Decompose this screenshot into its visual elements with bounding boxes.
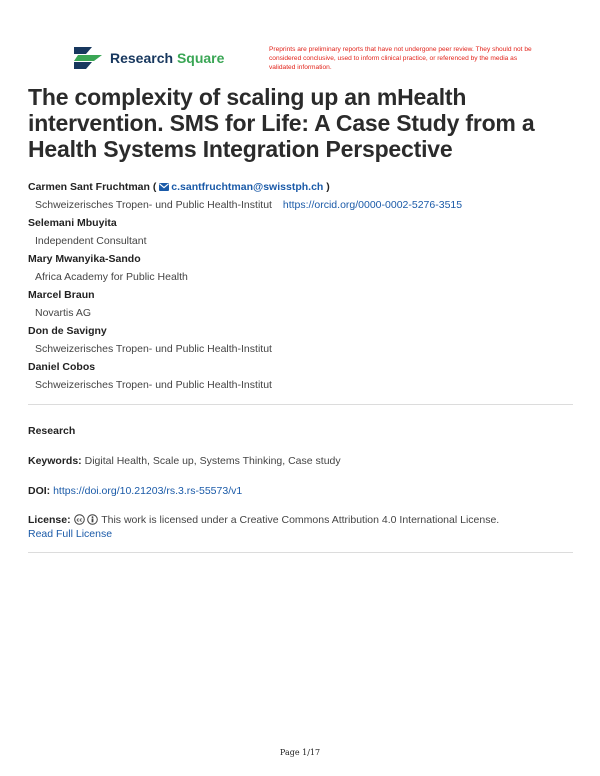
author-affiliation: Novartis AG: [35, 307, 92, 319]
author-name: Mary Mwanyika-Sando: [28, 253, 141, 265]
research-square-logo[interactable]: [74, 47, 224, 69]
page-number: Page 1/17: [279, 748, 321, 757]
author-entry: [28, 324, 578, 356]
orcid-link[interactable]: https://orcid.org/0000-0002-5276-3515: [282, 199, 463, 211]
keywords-label: Keywords:: [28, 455, 82, 467]
author-name: Carmen Sant Fruchtman: [28, 181, 150, 193]
author-list: [28, 180, 578, 396]
keywords-value: Digital Health, Scale up, Systems Thinking, Case study: [84, 455, 341, 467]
logo-text-research: Research: [110, 50, 174, 66]
license-label: License:: [28, 514, 71, 526]
cc-icon: [74, 514, 85, 525]
cc-by-icon: [87, 514, 98, 525]
author-affiliation: Schweizerisches Tropen- und Public Health-Institut: [35, 379, 272, 391]
author-name: Don de Savigny: [28, 325, 107, 337]
author-entry: [28, 216, 578, 248]
doi-link[interactable]: https://doi.org/10.21203/rs.3.rs-55573/v1: [53, 485, 243, 497]
svg-text:cc: cc: [76, 517, 82, 524]
paper-title: The complexity of scaling up an mHealth intervention. SMS for Life: A Case Study from a Health Systems Integration Perspective: [28, 84, 535, 162]
author-affiliation: Schweizerisches Tropen- und Public Health-Institut: [35, 343, 272, 355]
author-name: Marcel Braun: [28, 289, 95, 301]
read-full-license-link[interactable]: Read Full License: [28, 528, 113, 540]
author-name: Selemani Mbuyita: [28, 217, 117, 229]
author-affiliation: Independent Consultant: [35, 235, 147, 247]
article-type: Research: [28, 425, 76, 437]
section-divider: [28, 404, 573, 405]
keywords-line: [28, 454, 341, 468]
author-entry: [28, 288, 578, 320]
logo-text-square: Square: [176, 50, 225, 66]
author-name: Daniel Cobos: [28, 361, 96, 373]
author-affiliation: Africa Academy for Public Health: [35, 271, 188, 283]
doi-label: DOI:: [28, 485, 51, 497]
preprint-notice: Preprints are preliminary reports that have not undergone peer review. They should not be considered conclusive, used to inform clinical practice, or referenced by the media as validated information.: [269, 46, 532, 71]
author-email-link[interactable]: c.santfruchtman@swisstph.ch: [171, 181, 324, 193]
author-entry: [28, 252, 578, 284]
author-affiliation: Schweizerisches Tropen- und Public Health-Institut: [35, 199, 272, 211]
logo-text: [110, 50, 224, 66]
author-entry: [28, 360, 578, 392]
doi-line: [28, 484, 242, 498]
research-square-logo-icon: [74, 47, 102, 69]
author-entry: Carmen Sant Fruchtman ( c.santfruchtman@swisstph.ch ) Schweizerisches Tropen- und Public Health-Institut https://orcid.org/0000-0002-5276-3515: [28, 181, 463, 211]
license-text: This work is licensed under a Creative Commons Attribution 4.0 International License.: [101, 514, 500, 526]
envelope-icon: [159, 183, 169, 191]
license-line: [28, 513, 499, 541]
section-divider: [28, 552, 573, 553]
